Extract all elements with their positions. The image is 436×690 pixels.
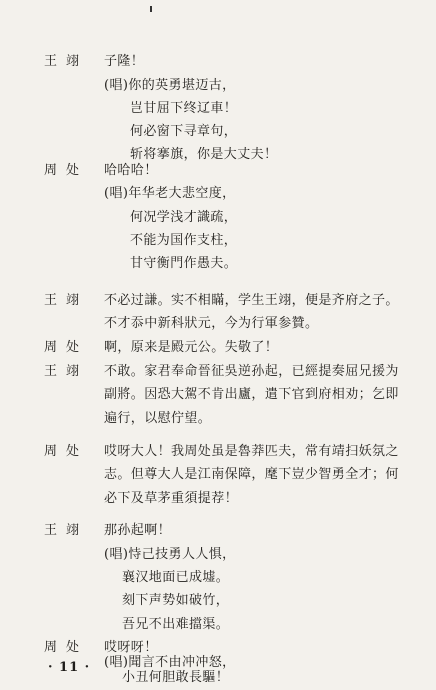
dialogue-line: 不敢。家君奉命晉征吳逆孙起，已經提奏屈兄援为 [104,364,399,379]
speaker-name: 王翊 [44,54,89,69]
dialogue-line: 不才忝中新科狀元，今为行軍参贊。 [104,316,319,331]
sung-line: (唱)年华老大悲空度， [104,186,236,201]
dialogue-line: 必下及草茅重須提荐！ [104,491,239,506]
speaker-name: 王翊 [44,523,89,538]
dialogue-line: 志。但尊大人是江南保障，麾下豈少智勇全才；何 [104,467,399,482]
dialogue-line: 哈哈哈！ [104,163,158,178]
speaker-name: 王翊 [44,293,89,308]
verse-line: 吾兄不出难擋渠。 [122,617,230,632]
verse-line: 不能为国作支柱， [130,233,238,248]
verse-line: 襄汉地面已成墟。 [122,570,230,585]
page-number: · 11 · [48,660,91,675]
speaker-name: 周处 [44,444,89,459]
top-mark [150,6,152,12]
verse-line: 岂甘屈下终辽車！ [130,101,238,116]
dialogue-line: 遍行，以慰佇望。 [104,411,212,426]
verse-line: 何必窗下寻章句， [130,124,238,139]
sung-line: (唱)你的英勇堪迈古， [104,78,236,93]
dialogue-line: 啊，原来是殿元公。失敬了！ [104,340,279,355]
verse-line: 小丑何胆敢長驅！ [122,670,230,685]
verse-line: 何况学浅才識疏， [130,210,238,225]
verse-line: 甘守衡門作愚夫。 [130,256,238,271]
dialogue-line: 那孙起啊！ [104,523,172,538]
speaker-name: 周处 [44,640,89,655]
dialogue-line: 不必过謙。实不相瞞，学生王翊，便是齐府之子。 [104,293,399,308]
verse-line: 斩将搴旗，你是大丈夫！ [130,147,278,162]
dialogue-line: 子隆！ [104,54,145,69]
dialogue-line: 哎呀大人！我周处虽是魯莽匹夫，常有靖扫妖氛之 [104,444,399,459]
verse-line: 刻下声势如破竹， [122,593,230,608]
speaker-name: 王翊 [44,364,89,379]
speaker-name: 周处 [44,340,89,355]
speaker-name: 周处 [44,163,89,178]
sung-line: (唱)聞言不由冲冲怒， [104,655,236,670]
dialogue-line: 哎呀呀！ [104,640,158,655]
dialogue-line: 副將。因恐大駕不肯出廬，遣下官到府相劝；乞即 [104,387,399,402]
sung-line: (唱)恃己技勇人人惧， [104,547,236,562]
